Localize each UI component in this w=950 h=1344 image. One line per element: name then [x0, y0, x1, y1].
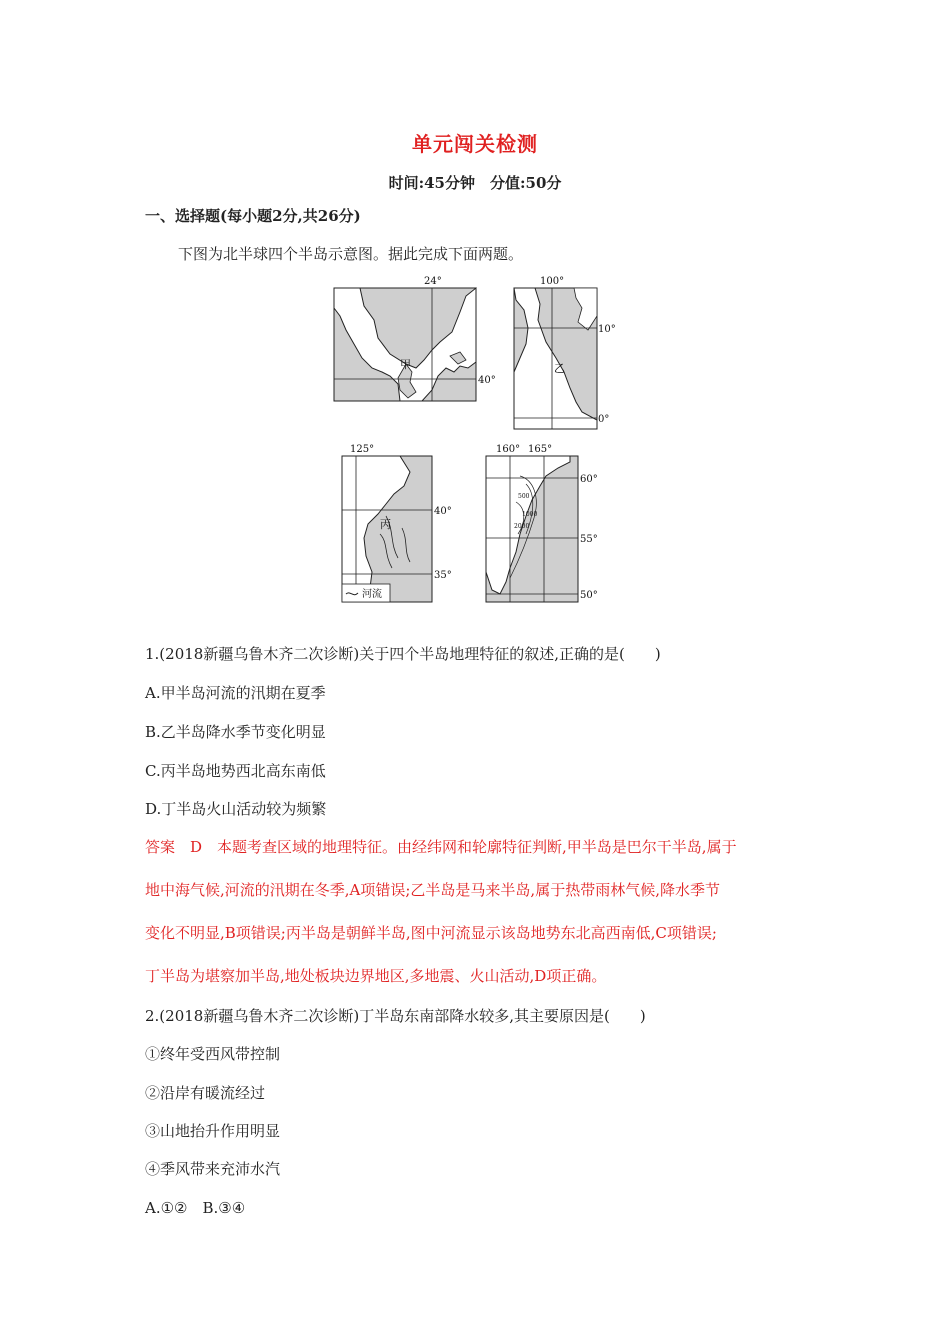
time-score-info: 时间:45分钟 分值:50分	[388, 174, 562, 192]
question-intro: 下图为北半球四个半岛示意图。据此完成下面两题。	[178, 245, 524, 263]
contour-label-500: 500	[518, 493, 530, 500]
map-label-bing-lat1: 40°	[434, 506, 452, 517]
contour-label-1000: 1000	[522, 511, 538, 518]
map-label-yi-lon: 100°	[540, 276, 565, 287]
map-label-ding-lat1: 60°	[580, 474, 598, 485]
map-label-ding-lon2: 165°	[528, 444, 553, 455]
page-title: 单元闯关检测	[412, 132, 538, 156]
map-label-jia-lat: 40°	[478, 375, 496, 386]
question-1-answer-line-3: 变化不明显,B项错误;丙半岛是朝鲜半岛,图中河流显示该岛地势东北高西南低,C项错误;	[145, 924, 717, 942]
map-panel-ding	[486, 444, 598, 602]
question-2-item-4: ④季风带来充沛水汽	[145, 1160, 281, 1178]
question-1-answer-line-4: 丁半岛为堪察加半岛,地处板块边界地区,多地震、火山活动,D项正确。	[145, 967, 607, 985]
map-label-ding-lat2: 55°	[580, 534, 598, 545]
map-label-yi-lat1: 10°	[598, 324, 616, 335]
question-1-answer-line-2: 地中海气候,河流的汛期在冬季,A项错误;乙半岛是马来半岛,属于热带雨林气候,降水季节	[145, 881, 720, 899]
question-2-item-1: ①终年受西风带控制	[145, 1045, 281, 1063]
question-2-item-2: ②沿岸有暖流经过	[145, 1084, 266, 1102]
question-2-item-3: ③山地抬升作用明显	[145, 1122, 281, 1140]
question-2-choices: A.①② B.③④	[145, 1199, 246, 1217]
question-2-stem: 2.(2018新疆乌鲁木齐二次诊断)丁半岛东南部降水较多,其主要原因是( )	[145, 1007, 646, 1025]
map-label-bing: 丙	[380, 518, 391, 531]
map-panel-bing	[342, 444, 452, 602]
map-label-bing-lat2: 35°	[434, 570, 452, 581]
map-legend-river: 河流	[362, 589, 382, 600]
contour-label-2000: 2000	[514, 523, 530, 530]
map-panel-yi	[514, 276, 616, 429]
question-1-stem: 1.(2018新疆乌鲁木齐二次诊断)关于四个半岛地理特征的叙述,正确的是( )	[145, 645, 661, 663]
question-1-answer-line-1: 答案 D 本题考查区域的地理特征。由经纬网和轮廓特征判断,甲半岛是巴尔干半岛,属于	[145, 838, 737, 856]
map-label-ding-lon1: 160°	[496, 444, 521, 455]
question-1-option-a: A.甲半岛河流的汛期在夏季	[145, 684, 326, 702]
map-label-jia: 甲	[400, 358, 411, 371]
question-1-option-d: D.丁半岛火山活动较为频繁	[145, 800, 327, 818]
peninsula-map-figure	[320, 272, 620, 608]
map-label-yi: 乙	[554, 362, 565, 375]
map-panel-jia	[334, 276, 496, 401]
question-1-option-c: C.丙半岛地势西北高东南低	[145, 762, 326, 780]
section-heading: 一、选择题(每小题2分,共26分)	[145, 207, 361, 225]
map-label-ding-lat3: 50°	[580, 590, 598, 601]
question-1-option-b: B.乙半岛降水季节变化明显	[145, 723, 326, 741]
map-label-bing-lon: 125°	[350, 444, 375, 455]
map-label-yi-lat2: 0°	[598, 414, 610, 425]
map-label-jia-lon: 24°	[424, 276, 442, 287]
